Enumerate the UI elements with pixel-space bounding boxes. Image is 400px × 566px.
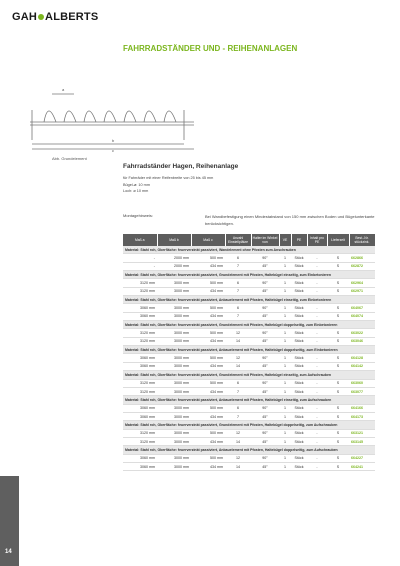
table-cell: 3120 mm [123, 287, 157, 295]
table-cell: 434 mm [191, 312, 225, 320]
table-cell: 1 [279, 379, 291, 387]
table-cell: S [327, 254, 349, 262]
table-cell: Stück [291, 454, 307, 462]
table-row [123, 362, 375, 370]
table-cell: - [307, 312, 327, 320]
table-cell: Stück [291, 387, 307, 395]
table-cell: 434 mm [191, 362, 225, 370]
table-cell: 90° [251, 429, 279, 437]
table-cell: 3000 mm [157, 279, 191, 287]
table-cell: Stück [291, 354, 307, 362]
table-cell: - [307, 304, 327, 312]
table-row [123, 379, 375, 387]
table-cell: 90° [251, 254, 279, 262]
table-cell: 1 [279, 429, 291, 437]
brand-logo-part2: ALBERTS [45, 11, 99, 23]
table-cell: S [327, 454, 349, 462]
table-cell: 45° [251, 312, 279, 320]
table-cell: 90° [251, 454, 279, 462]
table-row [123, 279, 375, 287]
table-body [123, 246, 375, 471]
table-cell: Stück [291, 304, 307, 312]
table-cell: - [307, 387, 327, 395]
table-row [123, 329, 375, 337]
article-number: 662872 [349, 262, 375, 270]
table-cell: 12 [225, 354, 251, 362]
material-row [123, 446, 375, 454]
table-cell: 90° [251, 304, 279, 312]
table-cell: Stück [291, 279, 307, 287]
material-description: Material: Stahl roh, Oberfläche: feuerverzinkt passiviert, Grundelement mit Pfosten, Haltebügel doppelseitig, zum Aufschrauben [123, 421, 375, 429]
brand-logo-part1: GAH [12, 11, 38, 23]
table-row [123, 404, 375, 412]
table-row [123, 387, 375, 395]
table-cell: 1 [279, 462, 291, 470]
table-cell: S [327, 412, 349, 420]
material-row [123, 396, 375, 404]
table-cell: 12 [225, 329, 251, 337]
table-cell: 434 mm [191, 462, 225, 470]
table-cell: 45° [251, 337, 279, 345]
table-cell: 3060 mm [123, 404, 157, 412]
table-cell: S [327, 379, 349, 387]
article-number: 664142 [349, 362, 375, 370]
table-row [123, 429, 375, 437]
material-description: Material: Stahl roh, Oberfläche: feuerverzinkt passiviert, Anbauelement mit Pfosten, Haltebügel einseitig, zum Aufschrauben [123, 396, 375, 404]
table-cell: 45° [251, 287, 279, 295]
table-cell: Stück [291, 362, 307, 370]
table-cell: 45° [251, 387, 279, 395]
mounting-note-text: Bei Wandbefestigung einen Mindestabstand von 150 mm zwischen Boden und Bügelunterkante berücksichtigen. [205, 214, 375, 226]
table-cell: 1 [279, 454, 291, 462]
product-description [123, 175, 213, 195]
table-cell: 3000 mm [157, 312, 191, 320]
column-header: Best.-Nr. stückzink. [349, 234, 375, 246]
material-description: Material: Stahl roh, Oberfläche: feuerverzinkt passiviert, Anbauelement mit Pfosten, Haltebügel einseitig, zum Einbetonieren [123, 296, 375, 304]
description-line: Bügel-ø: 10 mm [123, 182, 151, 187]
table-cell: 3060 mm [123, 362, 157, 370]
table-cell: 500 mm [191, 454, 225, 462]
table-cell: 3060 mm [123, 354, 157, 362]
column-header: VE [279, 234, 291, 246]
article-number: 664067 [349, 304, 375, 312]
page-number: 14 [5, 549, 12, 555]
table-cell: 500 mm [191, 254, 225, 262]
table-cell: S [327, 362, 349, 370]
table-cell: - [307, 337, 327, 345]
article-number: 664074 [349, 312, 375, 320]
column-header: Halter im Winkel von [252, 236, 278, 244]
table-cell: - [307, 404, 327, 412]
table-cell: S [327, 337, 349, 345]
table-cell: S [327, 287, 349, 295]
table-cell: 434 mm [191, 412, 225, 420]
article-number: 663022 [349, 329, 375, 337]
table-cell: 1 [279, 387, 291, 395]
table-cell: - [307, 462, 327, 470]
column-header: Maß b [157, 234, 191, 246]
table-cell: 2000 mm [157, 254, 191, 262]
table-cell: 45° [251, 362, 279, 370]
table-cell: S [327, 329, 349, 337]
table-cell: 45° [251, 412, 279, 420]
table-cell: 2000 mm [157, 262, 191, 270]
table-cell: 7 [225, 287, 251, 295]
table-cell: - [307, 437, 327, 445]
table-cell: - [307, 279, 327, 287]
table-header [123, 234, 375, 246]
article-number: 663121 [349, 429, 375, 437]
material-description: Material: Stahl roh, Oberfläche: feuerverzinkt passiviert, Grundelement mit Pfosten, Haltebügel einseitig, zum Aufschrauben [123, 371, 375, 379]
description-line: Loch: ø 10 mm [123, 189, 149, 194]
article-number: 664227 [349, 454, 375, 462]
table-cell: 500 mm [191, 329, 225, 337]
table-cell: 1 [279, 254, 291, 262]
table-cell: Stück [291, 379, 307, 387]
table-row [123, 312, 375, 320]
description-line: für Fahrräder mit einer Reifenbreite von 25 bis 45 mm [123, 176, 214, 180]
table-cell: 1 [279, 404, 291, 412]
article-number: 664173 [349, 412, 375, 420]
table-cell: 14 [225, 362, 251, 370]
table-cell: 3120 mm [123, 429, 157, 437]
table-cell: 3060 mm [123, 462, 157, 470]
table-cell: 3120 mm [123, 379, 157, 387]
article-number: 664166 [349, 404, 375, 412]
table-cell: Stück [291, 312, 307, 320]
table-cell: 3000 mm [157, 379, 191, 387]
table-row [123, 437, 375, 445]
table-cell: S [327, 429, 349, 437]
table-cell: 3120 mm [123, 279, 157, 287]
table-cell: S [327, 304, 349, 312]
material-description: Material: Stahl roh, Oberfläche: feuerverzinkt passiviert, Anbauelement mit Pfosten, Haltebügel doppelseitig, zum Einbetonieren [123, 346, 375, 354]
article-number: 664241 [349, 462, 375, 470]
table-cell: 90° [251, 404, 279, 412]
table-cell: S [327, 387, 349, 395]
table-cell: 1 [279, 354, 291, 362]
table-cell: Stück [291, 429, 307, 437]
table-cell: 1 [279, 337, 291, 345]
article-number: 663077 [349, 387, 375, 395]
table-cell: S [327, 437, 349, 445]
table-row [123, 262, 375, 270]
table-cell: 3120 mm [123, 329, 157, 337]
table-cell: 45° [251, 462, 279, 470]
table-cell: 1 [279, 279, 291, 287]
table-cell: 14 [225, 437, 251, 445]
table-cell: 1 [279, 362, 291, 370]
table-cell: - [307, 379, 327, 387]
drawing-caption: Abb. Grundelement [52, 156, 87, 161]
article-number: 662971 [349, 287, 375, 295]
table-cell: 3000 mm [157, 437, 191, 445]
table-cell: 3000 mm [157, 387, 191, 395]
material-description: Material: Stahl roh, Oberfläche: feuerverzinkt passiviert, Wandelement ohne Pfosten zum Anschrauben [123, 246, 375, 254]
material-row [123, 421, 375, 429]
dimension-c-label: c [112, 148, 114, 152]
table-cell: 3000 mm [157, 404, 191, 412]
table-cell: S [327, 354, 349, 362]
table-cell: 3000 mm [157, 429, 191, 437]
table-cell: 14 [225, 337, 251, 345]
table-row [123, 462, 375, 470]
table-row [123, 287, 375, 295]
table-cell: 3060 mm [123, 304, 157, 312]
material-description: Material: Stahl roh, Oberfläche: feuerverzinkt passiviert, Grundelement mit Pfosten, Haltebügel einseitig, zum Einbetonieren [123, 271, 375, 279]
table-cell: Stück [291, 287, 307, 295]
table-cell: S [327, 262, 349, 270]
table-cell: Stück [291, 337, 307, 345]
table-cell: Stück [291, 262, 307, 270]
column-header: Maß c [191, 234, 225, 246]
dimension-a-label: a [62, 87, 65, 92]
product-table [123, 234, 376, 471]
table-cell: 1 [279, 262, 291, 270]
table-cell: - [307, 329, 327, 337]
table-cell: Stück [291, 329, 307, 337]
material-row [123, 271, 375, 279]
table-cell: - [307, 429, 327, 437]
article-number: 664128 [349, 354, 375, 362]
table-cell: - [307, 412, 327, 420]
article-number: 663145 [349, 437, 375, 445]
product-title: Fahrradständer Hagen, Reihenanlage [123, 163, 239, 170]
article-number: 662866 [349, 254, 375, 262]
table-cell: Stück [291, 404, 307, 412]
table-cell: Stück [291, 254, 307, 262]
material-description: Material: Stahl roh, Oberfläche: feuerverzinkt passiviert, Anbauelement mit Pfosten, Haltebügel doppelseitig, zum Aufschrauben [123, 446, 375, 454]
table-cell: - [307, 362, 327, 370]
table-row [123, 454, 375, 462]
column-header: Anzahl Einstellplätze [225, 234, 251, 246]
material-description: Material: Stahl roh, Oberfläche: feuerverzinkt passiviert, Grundelement mit Pfosten, Haltebügel doppelseitig, zum Einbetonieren [123, 321, 375, 329]
brand-logo-dot-icon [38, 14, 44, 20]
table-cell: 7 [225, 262, 251, 270]
table-cell: - [307, 254, 327, 262]
table-cell: Stück [291, 437, 307, 445]
material-row [123, 246, 375, 254]
material-row [123, 371, 375, 379]
table-cell: 500 mm [191, 404, 225, 412]
table-cell: 6 [225, 279, 251, 287]
table-cell: S [327, 279, 349, 287]
column-header: Maß a [123, 234, 157, 246]
table-cell: 1 [279, 329, 291, 337]
column-header: PE [291, 234, 307, 246]
table-cell: - [307, 354, 327, 362]
table-cell: 500 mm [191, 429, 225, 437]
table-cell: 3000 mm [157, 362, 191, 370]
table-cell: 434 mm [191, 262, 225, 270]
table-cell: 7 [225, 412, 251, 420]
table-cell: - [307, 287, 327, 295]
table-cell: Stück [291, 412, 307, 420]
table-cell: 3000 mm [157, 337, 191, 345]
table-cell: - [307, 262, 327, 270]
table-cell: 45° [251, 262, 279, 270]
table-cell: 6 [225, 404, 251, 412]
dimension-b-label: b [112, 138, 115, 143]
table-cell: Stück [291, 462, 307, 470]
material-row [123, 321, 375, 329]
brand-logo [12, 11, 98, 23]
table-cell: S [327, 404, 349, 412]
mounting-note-label: Montagehinweis: [123, 213, 154, 218]
table-cell: 6 [225, 379, 251, 387]
table-cell: 500 mm [191, 279, 225, 287]
product-drawing [22, 82, 202, 152]
table-cell: 500 mm [191, 354, 225, 362]
table-cell: 500 mm [191, 379, 225, 387]
table-row [123, 304, 375, 312]
table-cell: S [327, 312, 349, 320]
table-cell: 1 [279, 312, 291, 320]
table-cell: 90° [251, 329, 279, 337]
table-cell: 12 [225, 429, 251, 437]
table-cell: 1 [279, 412, 291, 420]
table-row [123, 354, 375, 362]
table-cell: 7 [225, 387, 251, 395]
table-row [123, 337, 375, 345]
table-cell: 3060 mm [123, 312, 157, 320]
material-row [123, 296, 375, 304]
table-cell: 3120 mm [123, 387, 157, 395]
table-row [123, 412, 375, 420]
table-cell: 3060 mm [123, 412, 157, 420]
material-row [123, 346, 375, 354]
table-cell: 3120 mm [123, 437, 157, 445]
table-cell: 1 [279, 304, 291, 312]
section-title: FAHRRADSTÄNDER UND - REIHENANLAGEN [123, 44, 298, 53]
table-cell: 90° [251, 354, 279, 362]
table-cell: 3000 mm [157, 354, 191, 362]
table-cell: 90° [251, 379, 279, 387]
table-cell: 434 mm [191, 287, 225, 295]
table-cell: 434 mm [191, 387, 225, 395]
article-number: 663060 [349, 379, 375, 387]
column-header: Lieferzeit [327, 234, 349, 246]
table-cell: 7 [225, 312, 251, 320]
table-cell: 3060 mm [123, 454, 157, 462]
table-cell: S [327, 462, 349, 470]
table-cell: - [307, 454, 327, 462]
table-cell: 45° [251, 437, 279, 445]
table-cell: - [123, 254, 157, 262]
table-cell: 6 [225, 304, 251, 312]
table-cell: 3000 mm [157, 412, 191, 420]
table-cell: 500 mm [191, 304, 225, 312]
column-header: Inhalt pro PE [307, 234, 327, 246]
table-cell: 1 [279, 287, 291, 295]
table-cell: 3000 mm [157, 287, 191, 295]
article-number: 662964 [349, 279, 375, 287]
table-row [123, 254, 375, 262]
table-cell: 90° [251, 279, 279, 287]
table-cell: 3000 mm [157, 329, 191, 337]
table-cell: 434 mm [191, 437, 225, 445]
table-cell: 3000 mm [157, 454, 191, 462]
table-cell: - [123, 262, 157, 270]
table-cell: 14 [225, 462, 251, 470]
table-cell: 3000 mm [157, 304, 191, 312]
table-cell: 3120 mm [123, 337, 157, 345]
table-cell: 3000 mm [157, 462, 191, 470]
table-cell: 1 [279, 437, 291, 445]
table-cell: 434 mm [191, 337, 225, 345]
table-cell: 12 [225, 454, 251, 462]
table-cell: 6 [225, 254, 251, 262]
article-number: 663046 [349, 337, 375, 345]
